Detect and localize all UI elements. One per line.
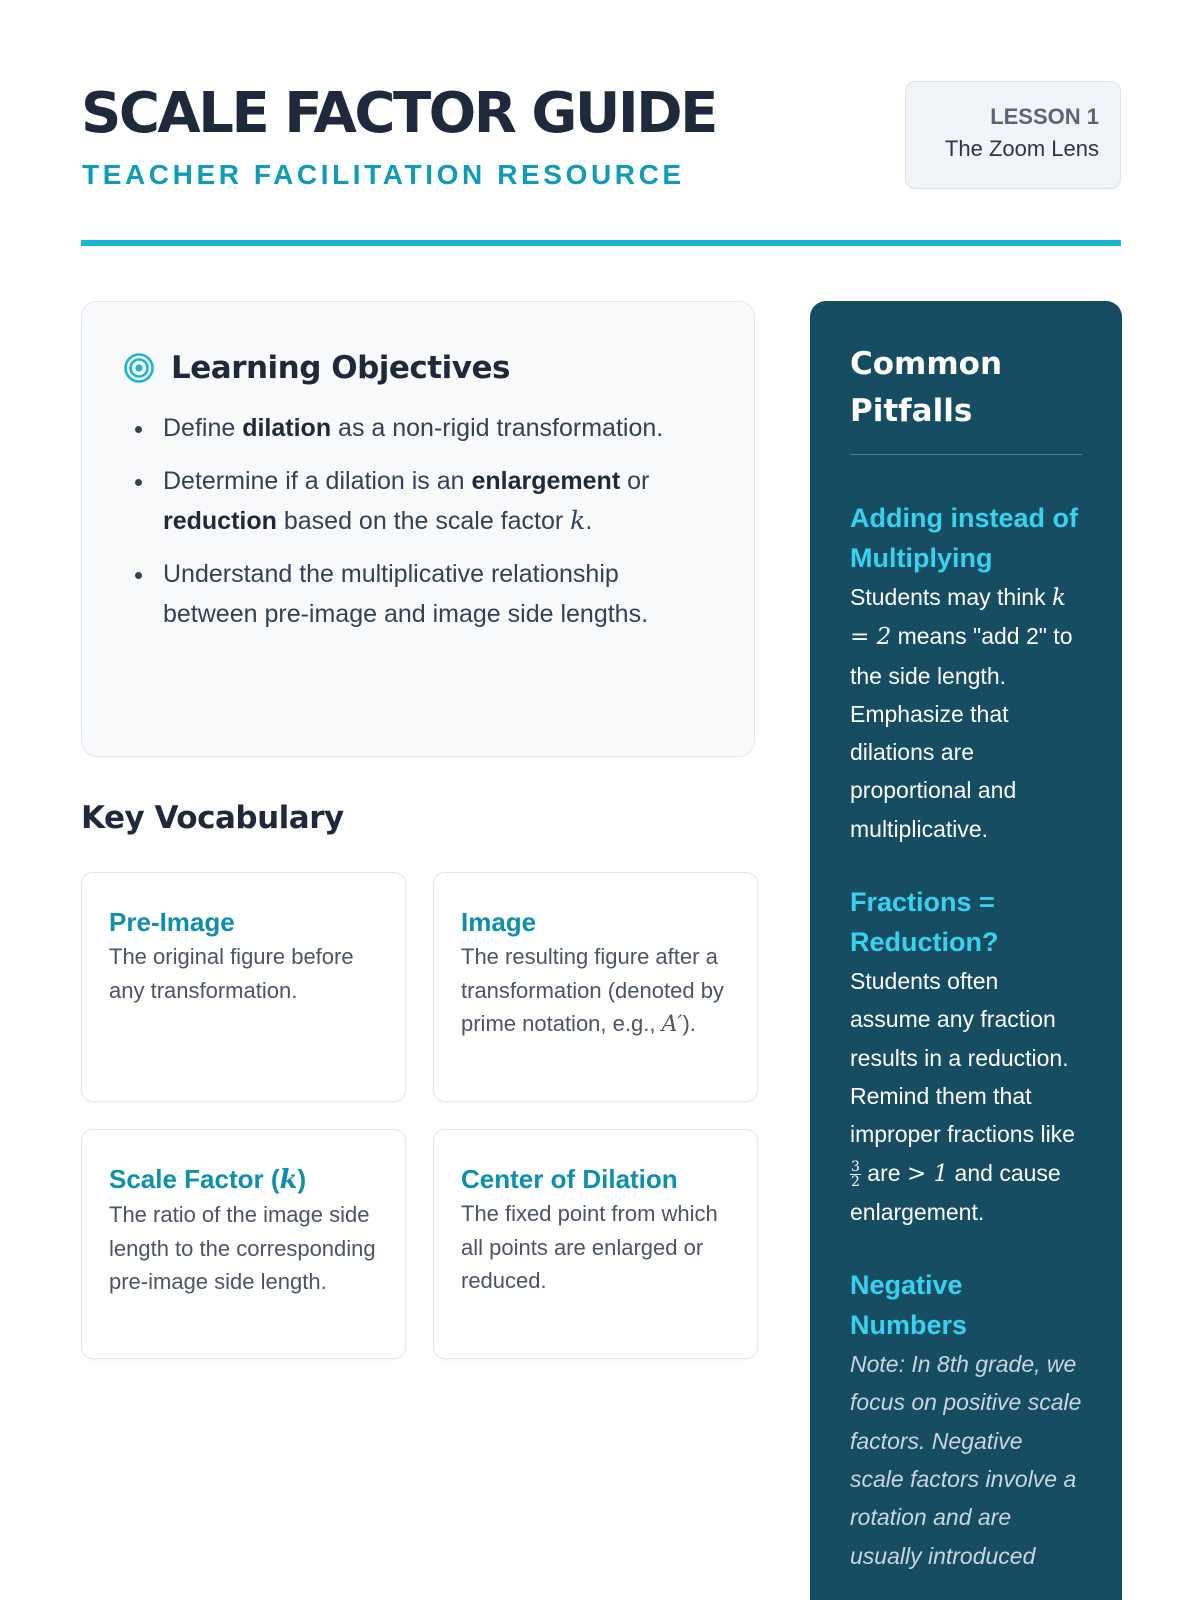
objective-item: [123, 461, 714, 541]
vocab-definition: The ratio of the image side length to the corresponding pre-image side length.: [109, 1202, 376, 1294]
term-text: ): [297, 1164, 307, 1194]
objective-text: as a non-rigid transformation.: [331, 414, 664, 442]
pitfalls-title: Common Pitfalls: [850, 341, 1082, 455]
vocab-definition: The fixed point from which all points are enlarged or reduced.: [461, 1201, 718, 1293]
pitfall-text: Students often assume any fraction results in a reduction. Remind them that improper fractions like: [850, 968, 1075, 1148]
vocab-definition: The original figure before any transformation.: [109, 944, 354, 1003]
header-divider: [81, 240, 1121, 246]
pitfall-text: means "add 2" to the side length. Emphasize that dilations are proportional and multiplicative.: [850, 623, 1073, 842]
math-variable: k: [279, 1165, 298, 1195]
definition-text: The resulting figure after a transformation (denoted by prime notation, e.g.,: [461, 944, 724, 1036]
vocab-term: Pre-Image: [109, 907, 235, 937]
learning-objectives-panel: [81, 301, 755, 757]
pitfall-item: [850, 1265, 1082, 1575]
vocab-card-scale-factor: [81, 1129, 406, 1359]
fraction-numerator: 3: [851, 1158, 860, 1175]
objectives-title: Learning Objectives: [171, 350, 510, 386]
objective-text: Understand the multiplicative relationship between pre-image and image side lengths.: [163, 560, 649, 628]
objective-item: [123, 554, 714, 634]
pitfall-heading: Fractions = Reduction?: [850, 887, 999, 958]
objective-term: enlargement: [471, 467, 621, 495]
vocab-card-center-of-dilation: [433, 1129, 758, 1359]
fraction: [850, 1160, 861, 1189]
lesson-name: The Zoom Lens: [944, 136, 1099, 162]
pitfall-item: [850, 498, 1082, 848]
vocab-term: [109, 1161, 385, 1198]
pitfall-text: are: [860, 1159, 907, 1186]
page-title: SCALE FACTOR GUIDE: [81, 81, 716, 146]
objective-text: Define: [163, 414, 243, 442]
vocab-card-pre-image: [81, 872, 406, 1102]
page-subtitle: TEACHER FACILITATION RESOURCE: [82, 159, 685, 190]
objectives-header: [123, 348, 714, 388]
pitfall-body: [850, 962, 1082, 1231]
pitfall-heading: Adding instead of Multiplying: [850, 503, 1078, 573]
objective-term: reduction: [163, 507, 277, 535]
math-variable: A′: [661, 1012, 683, 1037]
lesson-number: LESSON 1: [990, 104, 1099, 129]
vocab-definition: [461, 940, 737, 1042]
pitfall-note: Note: In 8th grade, we focus on positive scale factors. Negative scale factors involve a rotation and are usually introduced: [850, 1351, 1082, 1569]
pitfall-body: [850, 578, 1082, 848]
objective-term: dilation: [242, 414, 332, 442]
vocab-term: Image: [461, 907, 537, 937]
common-pitfalls-panel: [810, 301, 1122, 1600]
objective-text: .: [585, 507, 593, 535]
math-expression: k = 2: [850, 585, 1066, 651]
target-icon: [123, 352, 155, 384]
objectives-list: [123, 408, 714, 634]
pitfall-item: [850, 882, 1082, 1231]
objective-text: or: [620, 467, 650, 495]
term-text: Scale Factor (: [109, 1164, 280, 1194]
pitfall-text: Students may think: [850, 584, 1052, 610]
pitfall-heading: Negative Numbers: [850, 1270, 968, 1341]
math-expression: > 1: [906, 1160, 949, 1187]
fraction-denominator: 2: [851, 1173, 860, 1190]
vocabulary-heading: Key Vocabulary: [81, 800, 344, 836]
objective-text: based on the scale factor: [276, 507, 571, 535]
math-variable: k: [570, 506, 586, 535]
lesson-badge: [905, 81, 1121, 189]
header: [81, 80, 1121, 248]
objective-item: [123, 408, 714, 448]
vocab-term: Center of Dilation: [461, 1164, 678, 1194]
pitfall-text: and cause enlargement.: [850, 1159, 1061, 1225]
objective-text: Determine if a dilation is an: [163, 467, 472, 495]
definition-text: ).: [682, 1011, 696, 1036]
vocab-card-image: [433, 872, 758, 1102]
